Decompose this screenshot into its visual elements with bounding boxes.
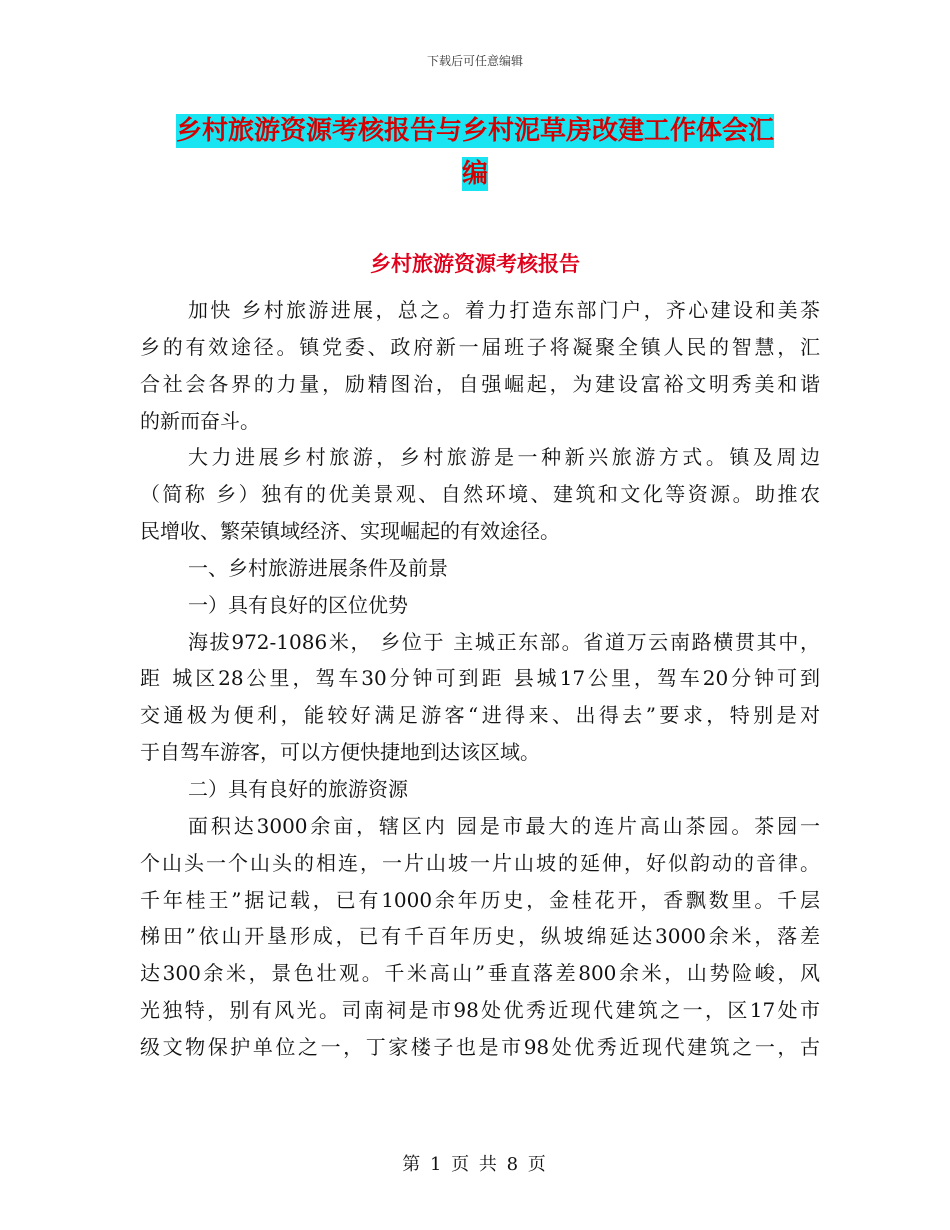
page-footer: 第 1 页 共 8 页 bbox=[402, 1154, 548, 1175]
text-line: 的新而奋斗。 bbox=[140, 408, 260, 433]
text-line: 乡的有效途径。镇党委、政府新一届班子将凝聚全镇人民的智慧，汇 bbox=[140, 334, 820, 359]
text-line: 大力进展乡村旅游，乡村旅游是一种新兴旅游方式。镇及周边 bbox=[188, 445, 820, 470]
text-line: 个山头一个山头的相连，一片山坡一片山坡的延伸，好似韵动的音律。 bbox=[140, 850, 820, 875]
header-note: 下载后可任意编辑 bbox=[426, 54, 523, 68]
text-line: 民增收、繁荣镇域经济、实现崛起的有效途径。 bbox=[140, 519, 560, 544]
main-title-line-1 bbox=[0, 114, 950, 148]
text-line: 光独特，别有风光。司南祠是市98处优秀近现代建筑之一，区17处市 bbox=[140, 998, 820, 1023]
text-line: 达300余米，景色壮观。千米高山”垂直落差800余米，山势险峻，风 bbox=[140, 961, 820, 986]
text-line: 一、乡村旅游进展条件及前景 bbox=[188, 555, 448, 580]
text-line: 交通极为便利，能较好满足游客“进得来、出得去”要求，特别是对 bbox=[140, 703, 820, 728]
section-title: 乡村旅游资源考核报告 bbox=[370, 252, 580, 276]
main-title-line-2 bbox=[0, 157, 950, 191]
text-line: 于自驾车游客，可以方便快捷地到达该区域。 bbox=[140, 740, 540, 765]
main-title-text-1: 乡村旅游资源考核报告与乡村泥草房改建工作体会汇 bbox=[175, 116, 774, 146]
text-line: 级文物保护单位之一，丁家楼子也是市98处优秀近现代建筑之一，古 bbox=[140, 1034, 820, 1059]
text-line: （简称 乡）独有的优美景观、自然环境、建筑和文化等资源。助推农 bbox=[140, 482, 820, 507]
text-line: 海拔972-1086米， 乡位于 主城正东部。省道万云南路横贯其中， bbox=[188, 629, 820, 654]
text-line: 加快 乡村旅游进展，总之。着力打造东部门户，齐心建设和美茶 bbox=[188, 298, 820, 322]
text-line: 面积达3000余亩，辖区内 园是市最大的连片高山茶园。茶园一 bbox=[188, 813, 820, 838]
main-title-text-2: 编 bbox=[461, 159, 488, 189]
text-line: 一）具有良好的区位优势 bbox=[188, 592, 408, 617]
text-line: 千年桂王”据记载，已有1000余年历史，金桂花开，香飘数里。千层 bbox=[140, 887, 820, 912]
text-line: 合社会各界的力量，励精图治，自强崛起，为建设富裕文明秀美和谐 bbox=[140, 371, 820, 396]
text-line: 梯田”依山开垦形成，已有千百年历史，纵坡绵延达3000余米，落差 bbox=[140, 924, 820, 949]
text-line: 距 城区28公里，驾车30分钟可到距 县城17公里，驾车20分钟可到 bbox=[140, 666, 820, 691]
body-text bbox=[140, 292, 820, 1066]
text-line: 二）具有良好的旅游资源 bbox=[188, 776, 408, 801]
